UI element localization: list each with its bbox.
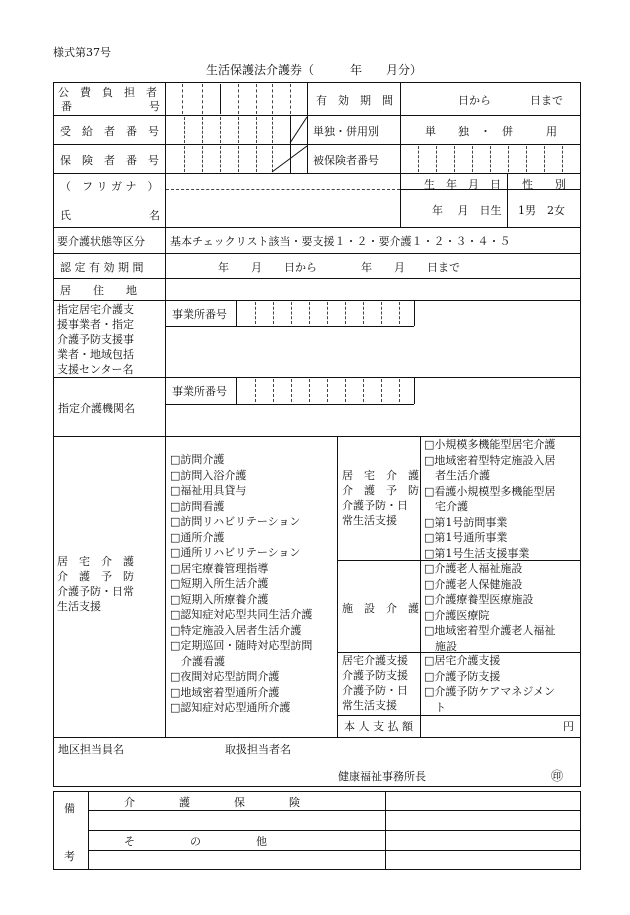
single-combined-label: 単独・併用別 bbox=[313, 125, 379, 138]
service-item[interactable]: □第1号通所事業 bbox=[424, 531, 508, 544]
service-item[interactable]: □福祉用具貸与 bbox=[170, 484, 247, 497]
service-item[interactable]: □地域密着型通所介護 bbox=[170, 685, 280, 699]
services-left-list bbox=[170, 452, 312, 716]
single-label: 単 独 ・ 併 用 bbox=[425, 125, 557, 138]
service-item[interactable]: □通所リハビリテーション bbox=[170, 546, 301, 559]
service-item[interactable]: □地域密着型特定施設入居 bbox=[424, 453, 556, 467]
form-title: 生活保護法介護券（ 年 月分） bbox=[206, 63, 423, 77]
service-item[interactable]: □介護医療院 bbox=[424, 608, 490, 622]
remarks-label-bottom: 考 bbox=[64, 850, 75, 863]
service-item-cont: 宅介護 bbox=[424, 500, 468, 513]
care-level-value: 基本チェックリスト該当・要支援１・２・要介護１・２・３・４・５ bbox=[170, 235, 511, 248]
home-care-label: 居 宅 介 護 介 護 予 防 介護予防・日常 生活支援 bbox=[57, 555, 134, 613]
care-insurance-label: 介 護 保 険 bbox=[124, 796, 300, 809]
validity-from: 日から bbox=[458, 94, 491, 107]
name-label: 氏 bbox=[60, 209, 71, 222]
insurer-number-label: 保 険 者 番 号 bbox=[60, 154, 159, 167]
self-pay-unit: 円 bbox=[563, 720, 574, 733]
validity-period-label: 有 効 期 間 bbox=[316, 94, 393, 107]
service-item[interactable]: □看護小規模型多機能型居 bbox=[424, 484, 556, 498]
service-item[interactable]: □介護老人福祉施設 bbox=[424, 562, 523, 575]
address-label: 居 住 地 bbox=[60, 284, 137, 297]
services-right-bottom-list bbox=[424, 653, 555, 715]
designated-provider-label: 指定居宅介護支 援事業者・指定 介護予防支援事 業者・地域包括 支援センター名 bbox=[57, 303, 134, 376]
service-item[interactable]: □居宅介護支援 bbox=[424, 654, 501, 667]
name-label-b: 名 bbox=[149, 209, 160, 222]
mid-home-label: 居 宅 介 護 介 護 予 防 介護予防・日 常生活支援 bbox=[342, 469, 419, 527]
service-item[interactable]: □第1号生活支援事業 bbox=[424, 546, 530, 560]
sex-label: 性 別 bbox=[522, 178, 566, 191]
service-item[interactable]: □居宅療養管理指導 bbox=[170, 561, 269, 575]
service-item[interactable]: □短期入所療養介護 bbox=[170, 592, 269, 606]
sex-value: 1男 2女 bbox=[518, 204, 565, 217]
self-pay-label: 本 人 支 払 額 bbox=[344, 720, 413, 733]
service-item[interactable]: □短期入所生活介護 bbox=[170, 577, 269, 590]
service-item[interactable]: □第1号訪問事業 bbox=[424, 515, 508, 529]
service-item[interactable]: □認知症対応型通所介護 bbox=[170, 701, 291, 714]
service-item[interactable]: □訪問介護 bbox=[170, 453, 225, 466]
birthdate-label: 生 年 月 日 bbox=[424, 178, 501, 191]
service-item[interactable]: □訪問入浴介護 bbox=[170, 468, 247, 482]
validity-to: 日まで bbox=[530, 94, 563, 107]
cert-period-value: 年 月 日から 年 月 日まで bbox=[218, 261, 460, 274]
office-number-label-2: 事業所番号 bbox=[172, 385, 227, 398]
service-item-cont: 者生活介護 bbox=[424, 469, 490, 482]
payer-number-label-b: 番 号 bbox=[61, 100, 160, 113]
designated-institution-label: 指定介護機関名 bbox=[58, 402, 135, 415]
service-item[interactable]: □地域密着型介護老人福祉 bbox=[424, 624, 556, 637]
payer-number-label: 公 費 負 担 者 bbox=[58, 86, 157, 99]
service-item[interactable]: □特定施設入居者生活介護 bbox=[170, 623, 302, 637]
service-item[interactable]: □介護老人保健施設 bbox=[424, 577, 523, 591]
service-item-cont: 介護看護 bbox=[170, 654, 225, 668]
furigana-label: （ フ リ ガ ナ ） bbox=[60, 180, 159, 193]
seal-mark: ㊞ bbox=[551, 769, 564, 783]
remarks-label-top: 備 bbox=[64, 802, 75, 815]
service-item-cont: ト bbox=[424, 700, 446, 714]
service-item[interactable]: □認知症対応型共同生活介護 bbox=[170, 608, 313, 621]
service-item[interactable]: □夜間対応型訪問介護 bbox=[170, 670, 280, 683]
form-number: 様式第37号 bbox=[53, 46, 111, 59]
care-level-label: 要介護状態等区分 bbox=[57, 235, 145, 248]
service-item[interactable]: □訪問リハビリテーション bbox=[170, 515, 301, 528]
other-label: そ の 他 bbox=[124, 835, 267, 848]
district-staff-label: 地区担当員名 bbox=[58, 743, 124, 756]
cert-period-label: 認 定 有 効 期 間 bbox=[60, 261, 144, 274]
services-right-mid-list bbox=[424, 561, 555, 654]
facility-care-label: 施 設 介 護 bbox=[342, 602, 419, 615]
recipient-number-label: 受 給 者 番 号 bbox=[60, 125, 159, 138]
office-number-label: 事業所番号 bbox=[172, 308, 227, 321]
service-item[interactable]: □小規模多機能型居宅介護 bbox=[424, 438, 556, 451]
service-item[interactable]: □介護療養型医療施設 bbox=[424, 593, 534, 606]
service-item[interactable]: □介護予防支援 bbox=[424, 669, 501, 683]
mid-support-label: 居宅介護支援 介護予防支援 介護予防・日 常生活支援 bbox=[342, 654, 408, 712]
handler-label: 取扱担当者名 bbox=[225, 743, 291, 756]
services-right-top-list bbox=[424, 437, 555, 561]
service-item[interactable]: □訪問看護 bbox=[170, 499, 225, 513]
birthdate-value: 年 月 日生 bbox=[432, 204, 502, 217]
service-item[interactable]: □通所介護 bbox=[170, 530, 225, 544]
service-item-cont: 施設 bbox=[424, 639, 457, 653]
service-item[interactable]: □介護予防ケアマネジメン bbox=[424, 685, 556, 698]
insured-number-label: 被保険者番号 bbox=[313, 154, 379, 167]
office-head-label: 健康福祉事務所長 bbox=[338, 770, 426, 783]
service-item[interactable]: □定期巡回・随時対応型訪問 bbox=[170, 639, 313, 652]
